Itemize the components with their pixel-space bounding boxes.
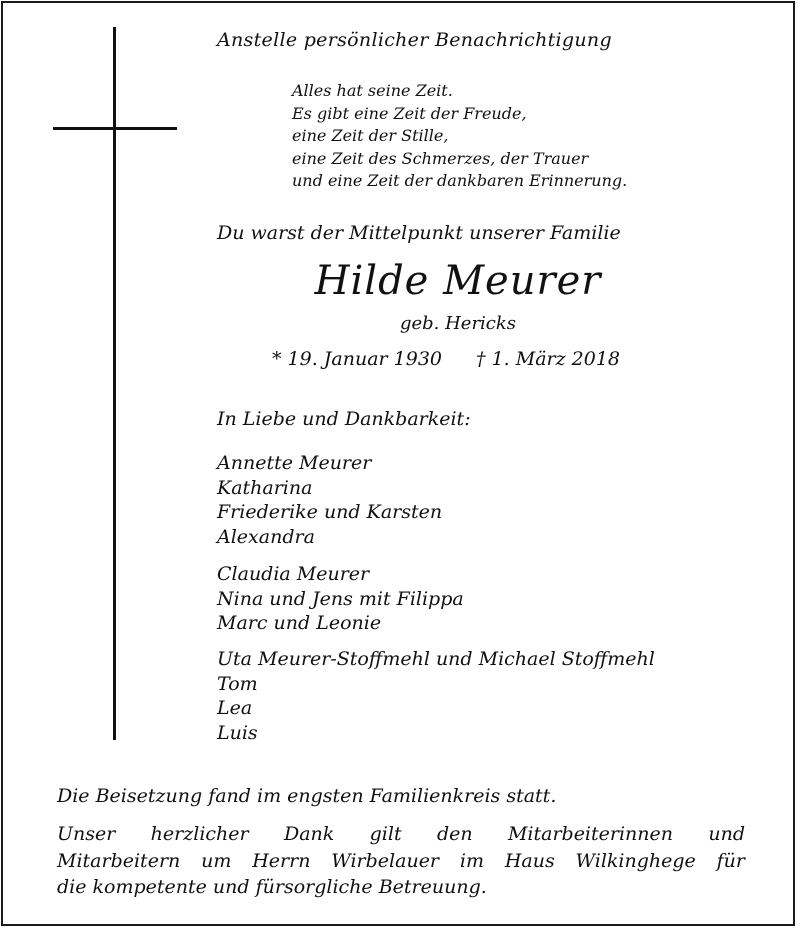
dedication-line: In Liebe und Dankbarkeit: xyxy=(217,408,471,430)
family-group xyxy=(217,562,464,636)
birth-date: * 19. Januar 1930 xyxy=(272,348,443,370)
notice-header: Anstelle persönlicher Benachrichtigung xyxy=(217,29,612,51)
death-date: † 1. März 2018 xyxy=(476,348,621,370)
family-group xyxy=(217,451,442,549)
thanks-line: die kompetente und fürsorgliche Betreuung. xyxy=(57,876,487,898)
family-member: Tom xyxy=(217,672,258,695)
poem xyxy=(292,80,627,193)
family-member: Claudia Meurer xyxy=(217,563,370,585)
poem-line: eine Zeit des Schmerzes, der Trauer xyxy=(292,148,589,168)
poem-line: Es gibt eine Zeit der Freude, xyxy=(292,103,527,123)
thanks-line: Mitarbeitern um Herrn Wirbelauer im Haus Wilkinghege für xyxy=(57,849,745,872)
intro-line: Du warst der Mittelpunkt unserer Familie xyxy=(217,222,621,244)
family-member: Katharina xyxy=(217,476,313,499)
family-member: Annette Meurer xyxy=(217,452,372,474)
family-member: Marc und Leonie xyxy=(217,612,382,634)
maiden-name: geb. Hericks xyxy=(399,313,517,334)
cross-horizontal-bar xyxy=(53,127,177,130)
family-member: Nina und Jens mit Filippa xyxy=(217,587,464,610)
cross-vertical-bar xyxy=(113,27,116,740)
family-member: Uta Meurer-Stoffmehl und Michael Stoffmehl xyxy=(217,648,655,670)
poem-line: Alles hat seine Zeit. xyxy=(292,81,453,100)
burial-note: Die Beisetzung fand im engsten Familienkreis statt. xyxy=(57,785,557,807)
life-dates xyxy=(272,348,620,370)
family-group xyxy=(217,647,655,745)
deceased-name: Hilde Meurer xyxy=(314,258,602,304)
family-member: Alexandra xyxy=(217,525,315,548)
poem-line: eine Zeit der Stille, xyxy=(292,126,449,145)
thanks-paragraph xyxy=(57,821,745,901)
family-member: Luis xyxy=(217,721,258,744)
poem-line: und eine Zeit der dankbaren Erinnerung. xyxy=(292,171,628,190)
thanks-line: Unser herzlicher Dank gilt den Mitarbeiterinnen und xyxy=(57,823,745,845)
family-member: Friederike und Karsten xyxy=(217,501,443,523)
family-member: Lea xyxy=(217,697,253,719)
